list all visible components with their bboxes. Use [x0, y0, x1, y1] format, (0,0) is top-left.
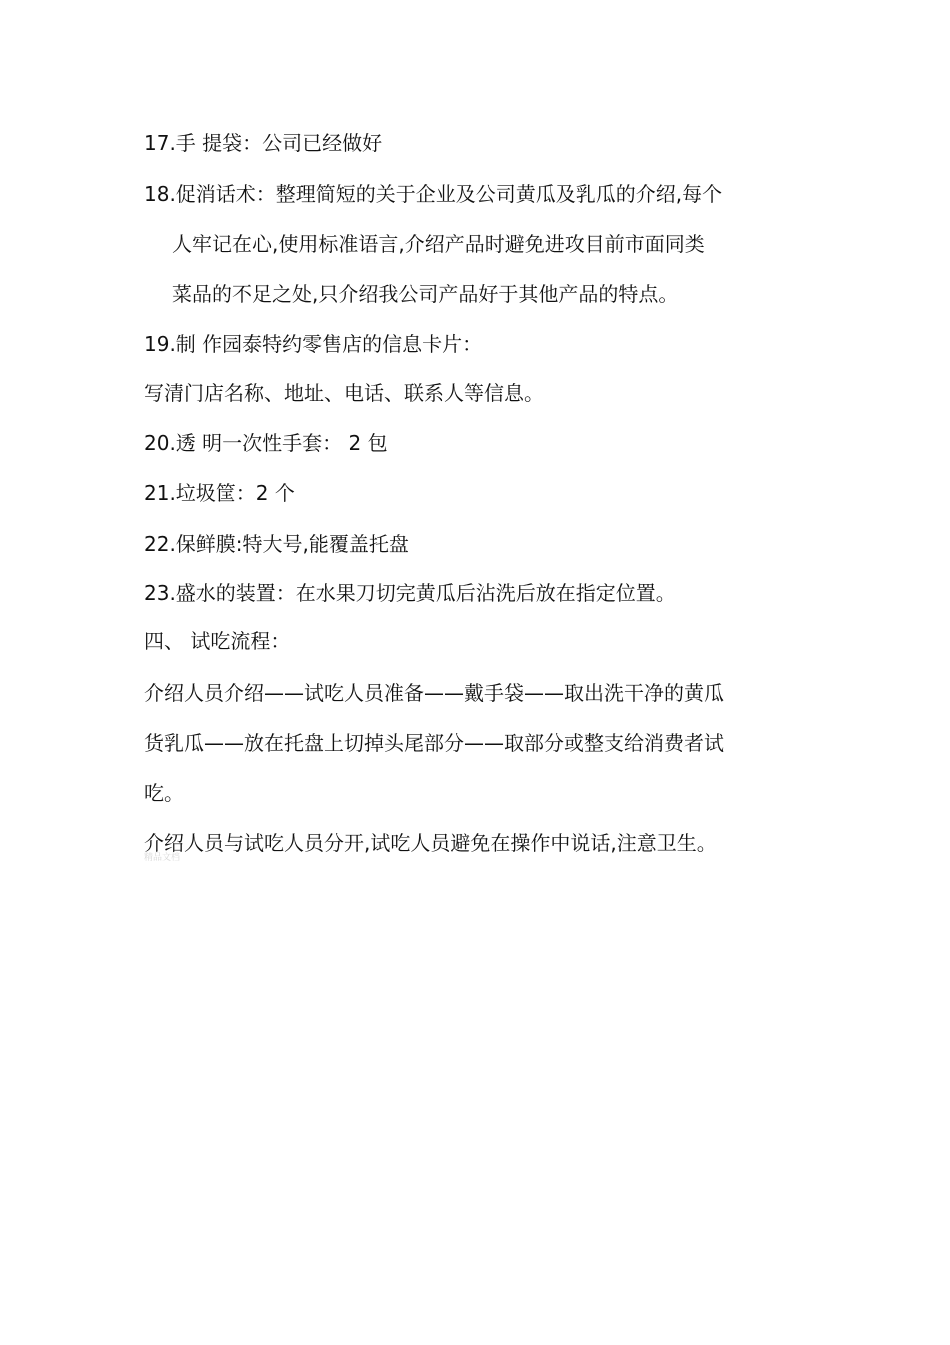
item-17-handbag: 17.手 提袋：公司已经做好: [144, 131, 383, 155]
item-18-sales-script: 18.促消话术：整理简短的关于企业及公司黄瓜及乳瓜的介绍,每个: [144, 182, 723, 206]
section-4-heading: 四、 试吃流程：: [144, 629, 291, 653]
item-20-gloves: 20.透 明一次性手套： 2 包: [144, 431, 388, 455]
item-19-info-card-detail: 写清门店名称、地址、电话、联系人等信息。: [144, 381, 544, 405]
tasting-note: 介绍人员与试吃人员分开,试吃人员避免在操作中说话,注意卫生。: [144, 831, 717, 855]
item-21-trash-bin: 21.垃圾筐：2 个: [144, 481, 295, 505]
item-18-sales-script-cont-2: 菜品的不足之处,只介绍我公司产品好于其他产品的特点。: [172, 282, 679, 306]
item-23-water-container: 23.盛水的装置：在水果刀切完黄瓜后沾洗后放在指定位置。: [144, 581, 676, 605]
item-18-sales-script-cont-1: 人牢记在心,使用标准语言,介绍产品时避免进攻目前市面同类: [172, 232, 705, 256]
tasting-flow-line-3: 吃。: [144, 781, 184, 805]
tasting-flow-line-1: 介绍人员介绍——试吃人员准备——戴手袋——取出洗干净的黄瓜: [144, 681, 724, 705]
item-19-info-card: 19.制 作园泰特约零售店的信息卡片：: [144, 332, 483, 356]
watermark: 精品文档: [144, 853, 181, 863]
tasting-flow-line-2: 货乳瓜——放在托盘上切掉头尾部分——取部分或整支给消费者试: [144, 731, 724, 755]
item-22-cling-film: 22.保鲜膜:特大号,能覆盖托盘: [144, 532, 409, 556]
